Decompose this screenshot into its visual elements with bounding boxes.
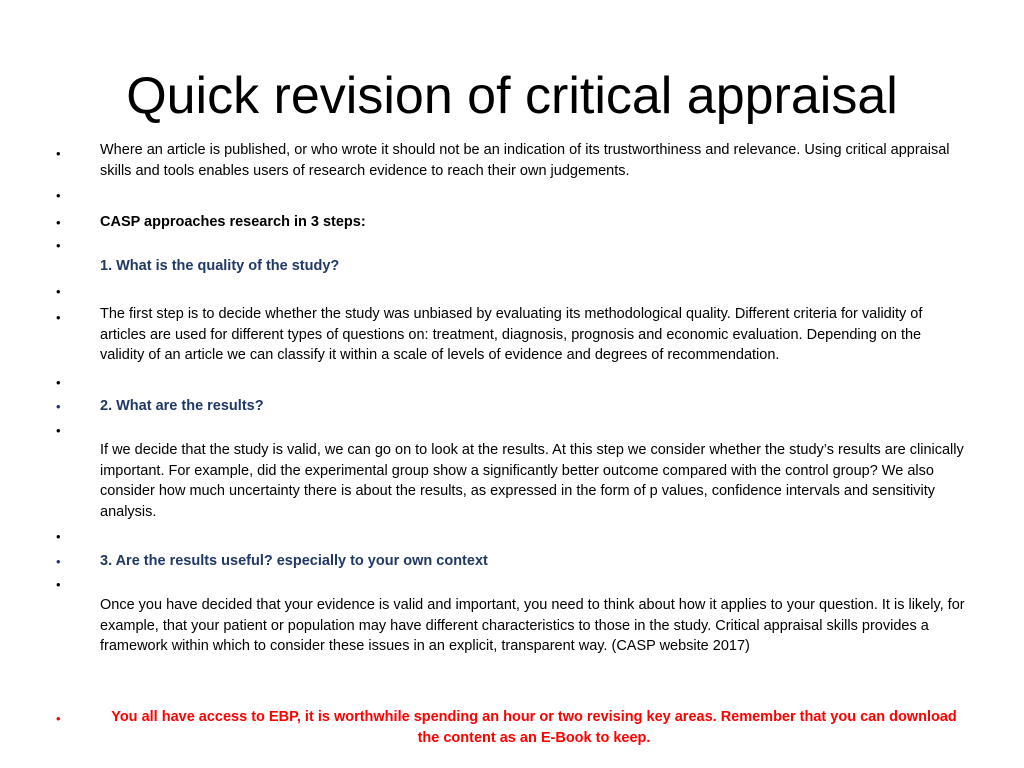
bullet-glyph: • bbox=[56, 215, 61, 230]
bullet-glyph: • bbox=[56, 284, 61, 299]
bullet-glyph: • bbox=[56, 238, 61, 253]
intro-text: Where an article is published, or who wrote it should not be an indication of its trustworthiness and relevance. Using critical appraisal skills and tools enables users of research evidence to reach their own judgements. bbox=[100, 142, 950, 179]
closing-note: You all have access to EBP, it is worthwhile spending an hour or two revising key areas. Remember that you can download the content as an E-Book to keep. bbox=[111, 709, 957, 746]
bullet-glyph: • bbox=[56, 423, 61, 438]
bullet-glyph: • bbox=[56, 577, 61, 592]
bullet-glyph: • bbox=[56, 146, 61, 161]
bullet-glyph: • bbox=[56, 399, 61, 414]
bullet-glyph: • bbox=[56, 711, 61, 726]
slide-title: Quick revision of critical appraisal bbox=[126, 67, 898, 125]
bullet-glyph: • bbox=[56, 529, 61, 544]
step1-body: The first step is to decide whether the study was unbiased by evaluating its methodological quality. Different criteria for validity of articles are used for different types of questions on: treatment, diagnosis, prognosis and economic evaluation. Depending on the validity of an article we can classify it within a scale of levels of evidence and degrees of recommendation. bbox=[100, 306, 923, 363]
step3-body: Once you have decided that your evidence is valid and important, you need to think about how it applies to your question. It is likely, for example, that your patient or population may have different characteristics to those in the study. Critical appraisal skills provides a framework within which to consider these issues in an explicit, transparent way. (CASP website 2017) bbox=[100, 597, 965, 654]
bullet-glyph: • bbox=[56, 188, 61, 203]
casp-heading: CASP approaches research in 3 steps: bbox=[100, 214, 366, 230]
step2-body: If we decide that the study is valid, we can go on to look at the results. At this step we consider whether the study’s results are clinically important. For example, did the experimental group show a significantly better outcome compared with the control group? We also consider how much uncertainty there is about the results, as expressed in the form of p values, confidence intervals and sensitivity analysis. bbox=[100, 442, 964, 520]
bullet-glyph: • bbox=[56, 554, 61, 569]
step3-heading: 3. Are the results useful? especially to your own context bbox=[100, 553, 488, 569]
bullet-glyph: • bbox=[56, 375, 61, 390]
bullet-glyph: • bbox=[56, 310, 61, 325]
step2-heading: 2. What are the results? bbox=[100, 398, 264, 414]
step1-heading: 1. What is the quality of the study? bbox=[100, 258, 340, 274]
